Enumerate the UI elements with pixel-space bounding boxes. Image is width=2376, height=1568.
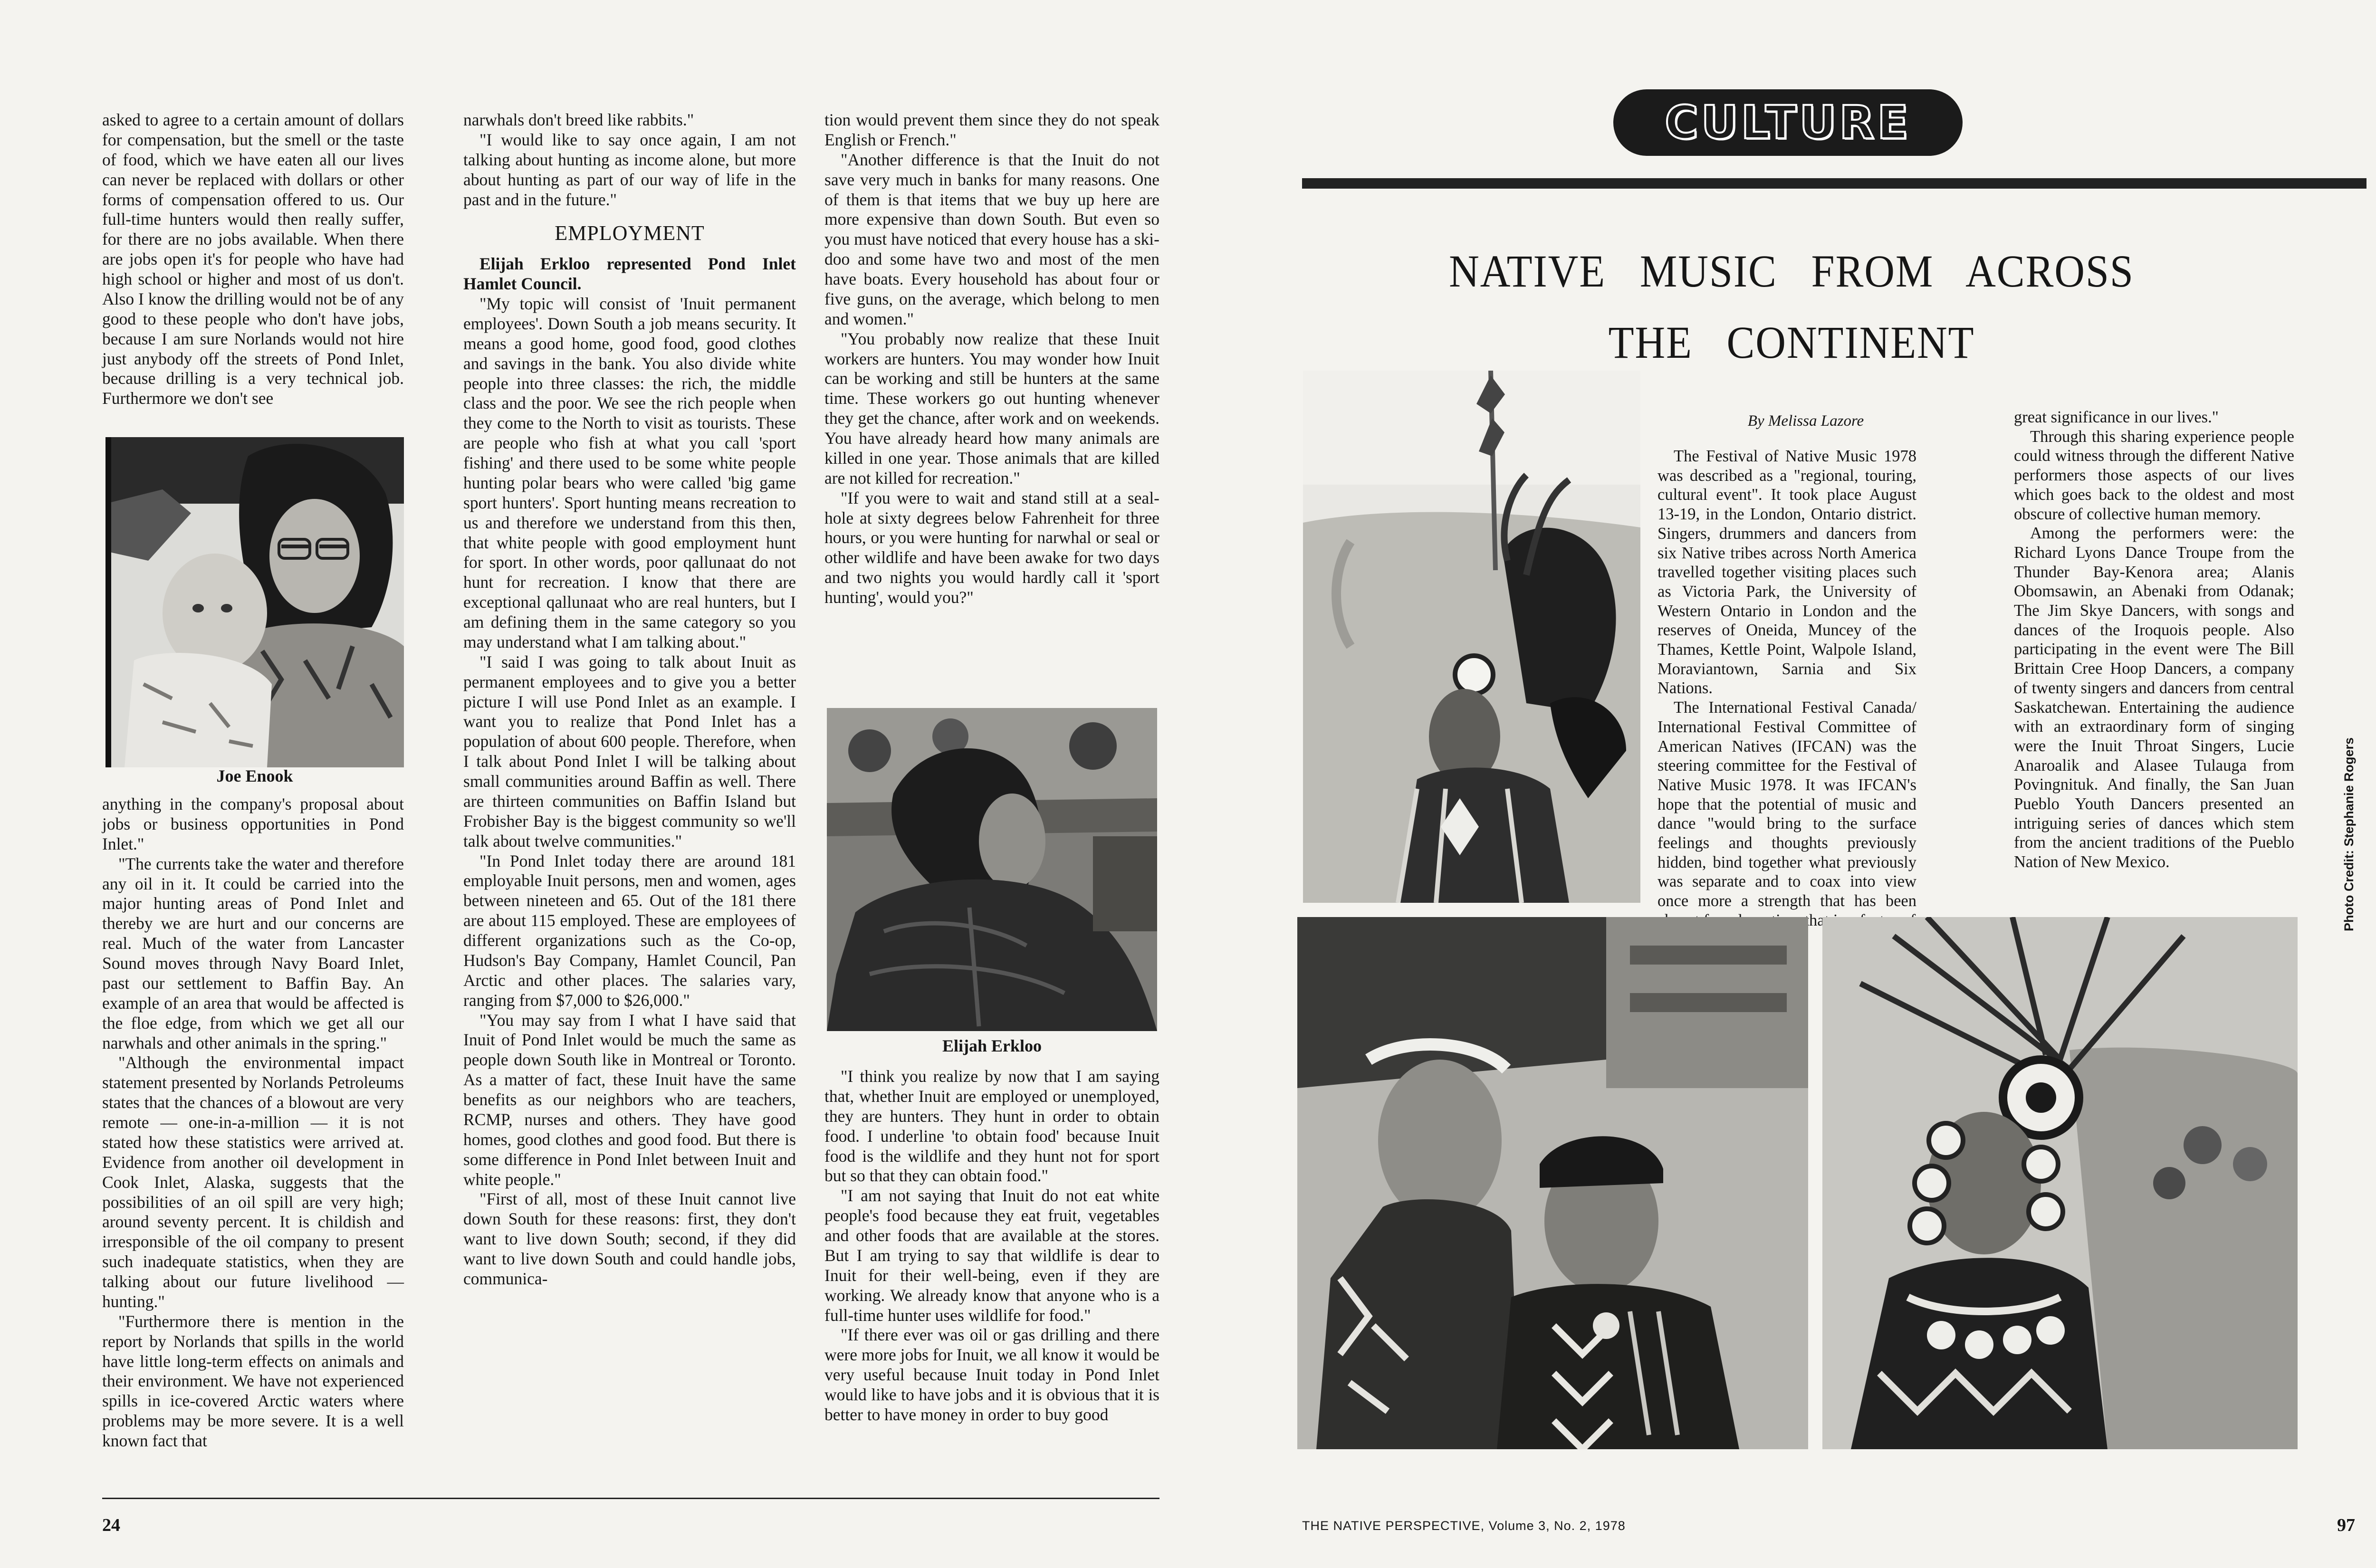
paragraph: tion would prevent them since they do not speak English or French." (824, 110, 1159, 149)
photo-elders (1297, 917, 1808, 1449)
paragraph: "First of all, most of these Inuit cannot live down South for these reasons: first, they don't want to live down South; second, if they did want to live down South and could handle jobs, communica- (463, 1189, 796, 1288)
paragraph: "I would like to say once again, I am not talking about hunting as income alone, but more about hunting as part of our way of life in the past and in the future." (463, 130, 796, 209)
right-page (1212, 0, 2376, 1568)
paragraph: The International Festival Canada/ International Festival Committee of American Natives (IFCAN) was the steering committee for the Festival of Native Music 1978. It was IFCAN's hope that the potential of music and dance "would bring to the surface feelings and thoughts previously hidden, bind together what previously was separate and to coax into view once more a strength that has been that (1657, 698, 1916, 929)
paragraph: "You probably now realize that these Inuit workers are hunters. You may wonder how Inuit can be working and still be hunters at the same time. These workers go out hunting whenever they get the chance, after work and on weekends. You have already heard how many animals are killed in one year. Those animals that are killed are not killed for recreation." (824, 329, 1159, 488)
left-col-1 (102, 110, 404, 409)
banner-rule (1302, 178, 2366, 189)
paragraph: "Furthermore there is mention in the report by Norlands that spills in the world have little long-term effects on animals and their environment. We have not experienced spills in ice-covered Arctic waters where problems may be more severe. It is a well known fact that (102, 1311, 404, 1450)
headline: NATIVE MUSIC FROM ACROSS (1449, 246, 2134, 296)
headline: THE CONTINENT (1608, 317, 1975, 368)
paragraph: Through this sharing experience people could witness through the different Native performers those aspects of our lives which goes back to the oldest and most obscure of collective human memory. (2014, 427, 2294, 523)
paragraph: "You may say from I what I have said that Inuit of Pond Inlet would be much the same as people down South like in Montreal or Toronto. As a matter of fact, these Inuit have the same benefits as our neighbors who are teachers, RCMP, nurses and others. They have good homes, good clothes and good food. But there is some difference in Pond Inlet between Inuit and white people." (463, 1010, 796, 1189)
photo-dancer-headdress (1303, 371, 1640, 903)
photo-young-dancer (1822, 917, 2298, 1449)
paragraph: "If there ever was oil or gas drilling and there were more jobs for Inuit, we all know it would be very useful because Inuit today in Pond Inlet would like to have jobs and it is obvious that it is better to have money in order to buy good (824, 1325, 1159, 1424)
right-col-2 (2014, 408, 2294, 872)
section-banner-label: CULTURE (1665, 96, 1911, 149)
photo-elijah-erkloo (827, 708, 1157, 1031)
paragraph: asked to agree to a certain amount of dollars for compensation, but the smell or the taste of food, which we have eaten all our lives can never be replaced with dollars or other forms of compensation offered to us. Our full-time hunters would then really suffer, for there are no jobs available. When there are jobs open it's for people who have had high school or higher and most of us don't. Also I know the drilling would not be of any good to these people who don't have jobs, because I am sure Norlands would not hire just anybody off the streets of Pond Inlet, because drilling is a very technical job. Furthermore we don't see (102, 110, 404, 408)
page-number: 97 (2337, 1515, 2355, 1535)
left-col-3-bottom (824, 1067, 1159, 1425)
footer-rule (102, 1498, 1159, 1499)
paragraph: "In Pond Inlet today there are around 181 employable Inuit persons, men and women, ages between nineteen and 65. Out of the 181 there are about 115 employed. These are employees of different organizations such as the Co-op, Hudson's Bay Company, Hamlet Council, Pan Arctic and other places. The salaries vary, ranging from $7,000 to $26,000." (463, 851, 796, 1010)
paragraph: narwhals don't breed like rabbits." (463, 110, 694, 129)
photo-caption: Joe Enook (216, 766, 293, 785)
photo-caption: Elijah Erkloo (942, 1036, 1042, 1055)
paragraph: Among the performers were: the Richard Lyons Dance Troupe from the Thunder Bay-Kenora area; Alanis Obomsawin, an Abenaki from Odanak; The Jim Skye Dancers, with songs and dances of the Iroquois people. Also participating in the event were The Bill Brittain Cree Hoop Dancers, a company of twenty singers and dancers from central Saskatchewan. Entertaining the audience with an extraordinary form of singing were the Inuit Throat Singers, Lucie Anaroalik and Alasee Tulauga from Povingnituk. And finally, the San Juan Pueblo Youth Dancers presented an intriguing series of dances which stem from the ancient traditions of the Pueblo Nation of New Mexico. (2014, 524, 2294, 871)
right-col-1 (1657, 447, 1916, 930)
paragraph: great significance in our lives." (2014, 408, 2219, 426)
page-number: 24 (102, 1515, 120, 1535)
magazine-footer: THE NATIVE PERSPECTIVE, Volume 3, No. 2, 1978 (1302, 1519, 1626, 1533)
paragraph: "If you were to wait and stand still at a seal-hole at sixty degrees below Fahrenheit for three hours, or you were hunting for narwhal or seal or other wildlife and have been awake for two days and two nights you would hardly call it 'sport hunting', would you?" (824, 488, 1159, 607)
paragraph: "I think you realize by now that I am saying that, whether Inuit are employed or unemployed, they are hunters. They hunt in order to obtain food. I underline 'to obtain food' because Inuit food is the wildlife and they hunt not for sport but so that they can obtain food." (824, 1067, 1159, 1186)
left-col-1-bottom (102, 794, 404, 1451)
photo-joe-enook (105, 437, 404, 767)
left-col-2 (463, 110, 796, 1289)
paragraph: "Although the environmental impact statement presented by Norlands Petroleums states that the chances of a blowout are very remote — one-in-a-million — it is not stated how these statistics were arrived at. Evidence from another oil development in Cook Inlet, Alaska, suggests that the possibilities of an oil spill are very high; around seventy percent. It is childish and irresponsible of the oil company to present such inadequate statistics, when they are talking about our future livelihood — hunting." (102, 1053, 404, 1311)
left-col-3 (824, 110, 1159, 608)
paragraph: "I said I was going to talk about Inuit as permanent employees and to give you a better picture I will use Pond Inlet as an example. I want you to realize that Pond Inlet has a population of about 600 people. Therefore, when I talk about Pond Inlet I will be talking about small communities around Baffin as well. There are thirteen communities on Baffin Island but Frobisher Bay is the biggest community so we'll talk about twelve communities." (463, 652, 796, 851)
paragraph: "I am not saying that Inuit do not eat white people's food because they eat fruit, vegetables and other foods that are available at the stores. But I am trying to say that wildlife is dear to Inuit for their well-being, even if they are working. We already know that anyone who is a full-time hunter uses wildlife for food." (824, 1186, 1159, 1325)
paragraph: "My topic will consist of 'Inuit permanent employees'. Down South a job means security. It means a good home, good food, good clothes and savings in the bank. You also divide white people into three classes: the rich, the middle class and the poor. We see the rich people when they come to the North to visit as tourists. These are people who fish at what you call 'sport fishing' and there used to be some white people hunting polar bears who were called 'big game sport hunters'. Sport hunting means recreation to us and therefore we understand from this then, that white people with good employment hunt for sport. In other words, poor qallunaat do not hunt for recreation. I know that there are exceptional qallunaat who are real hunters, but I am defining them in the same category so you may understand what I am talking about." (463, 294, 796, 651)
byline: By Melissa Lazore (1747, 412, 1864, 430)
section-banner (1613, 89, 1963, 156)
paragraph: "The currents take the water and therefore any oil in it. It could be carried into the major hunting areas of Pond Inlet and thereby we are hurt and our concerns are real. Much of the water from Lancaster Sound moves through Navy Board Inlet, past our settlement to Baffin Bay. An example of an area that would be affected is the floe edge, from which we get all our narwhals and other animals in the spring." (102, 854, 404, 1052)
paragraph: "Another difference is that the Inuit do not save very much in banks for many reasons. One of them is that items that we buy up here are more expensive than down South. But even so you must have noticed that every house has a ski-doo and some have two and most of the men have boats. Every household has about four or five guns, on the average, which belong to men and women." (824, 150, 1159, 328)
paragraph: The Festival of Native Music 1978 was described as a "regional, touring, cultural event". It took place August 13-19, in the London, Ontario district. Singers, drummers and dancers from six Native tribes across North America travelled together visiting places such as Victoria Park, the University of Western Ontario in London and the reserves of Oneida, Muncey of the Thames, Kettle Point, Walpole Island, Moraviantown, Sarnia and Six Nations. (1657, 447, 1916, 698)
photo-credit: Photo Credit: Stephanie Rogers (2342, 737, 2356, 931)
section-byline: Elijah Erkloo represented Pond Inlet Hamlet Council. (463, 254, 796, 294)
paragraph: anything in the company's proposal about jobs or business opportunities in Pond Inlet." (102, 794, 404, 853)
section-heading-employment: EMPLOYMENT (555, 221, 705, 245)
